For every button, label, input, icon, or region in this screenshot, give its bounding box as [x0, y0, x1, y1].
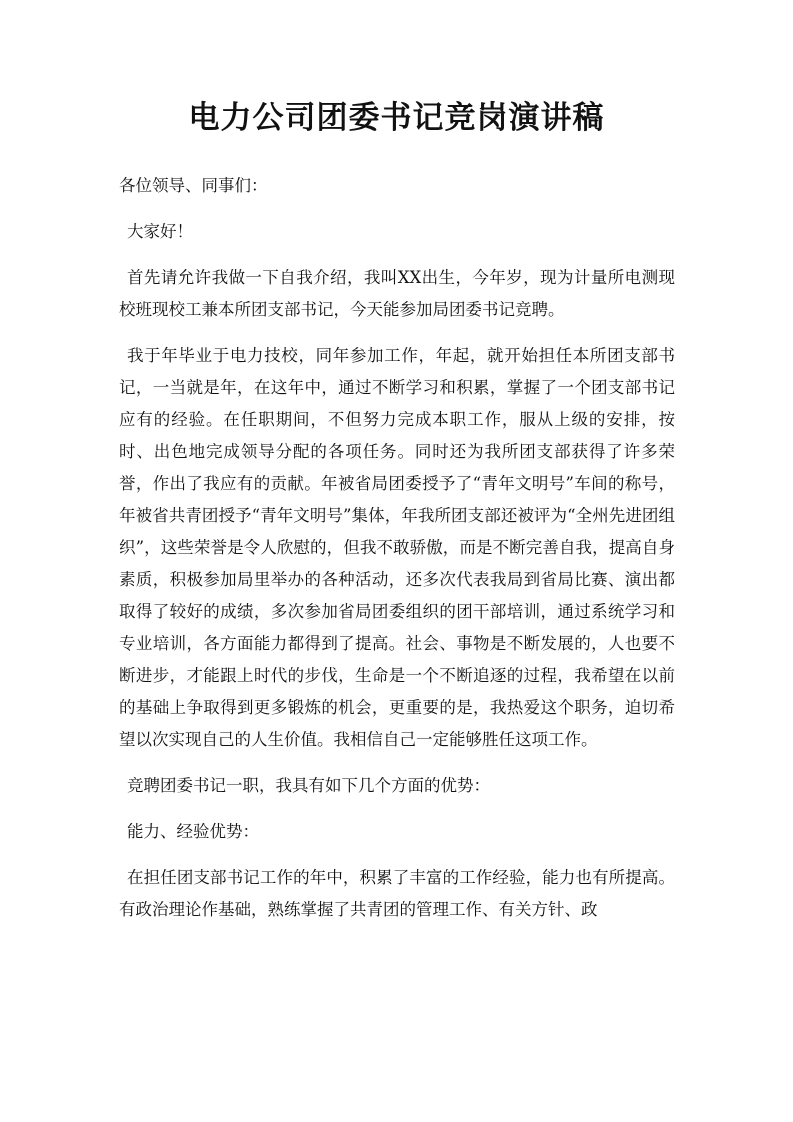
salutation: 各位领导、同事们： — [119, 176, 268, 195]
greeting: 大家好！ — [127, 222, 193, 241]
document-body — [119, 170, 675, 940]
experience-paragraph: 我于年毕业于电力技校，同年参加工作，年起，就开始担任本所团支部书记，一当就是年，在这年中，通过不断学习和积累，掌握了一个团支部书记应有的经验。在任职期间，不但努力完成本职工作，服从上级的安排，按时、出色地完成领导分配的各项任务。同时还为我所团支部获得了许多荣誉，作出了我应有的贡献。年被省局团委授予了“青年文明号”车间的称号，年被省共青团授予“青年文明号”集体，年我所团支部还被评为“全州先进团组织”，这些荣誉是令人欣慰的，但我不敢骄傲，而是不断完善自我，提高自身素质，积极参加局里举办的各种活动，还多次代表我局到省局比赛、演出都取得了较好的成绩，多次参加省局团委组织的团干部培训，通过系统学习和专业培训，各方面能力都得到了提高。社会、事物是不断发展的，人也要不断进步，才能跟上时代的步伐，生命是一个不断追逐的过程，我希望在以前的基础上争取得到更多锻炼的机会，更重要的是，我热爱这个职务，迫切希望以次实现自己的人生价值。我相信自己一定能够胜任这项工作。 — [119, 346, 675, 749]
self-introduction-paragraph: 首先请允许我做一下自我介绍，我叫XX出生，今年岁，现为计量所电测现校班现校工兼本所团支部书记，今天能参加局团委书记竞聘。 — [119, 268, 675, 319]
advantages-intro-paragraph: 竞聘团委书记一职，我具有如下几个方面的优势： — [127, 776, 490, 795]
advantage-heading: 能力、经验优势： — [127, 822, 259, 841]
advantage-detail-paragraph: 在担任团支部书记工作的年中，积累了丰富的工作经验，能力也有所提高。有政治理论作基础，熟练掌握了共青团的管理工作、有关方针、政 — [119, 868, 675, 919]
document-title: 电力公司团委书记竞岗演讲稿 — [188, 100, 605, 136]
